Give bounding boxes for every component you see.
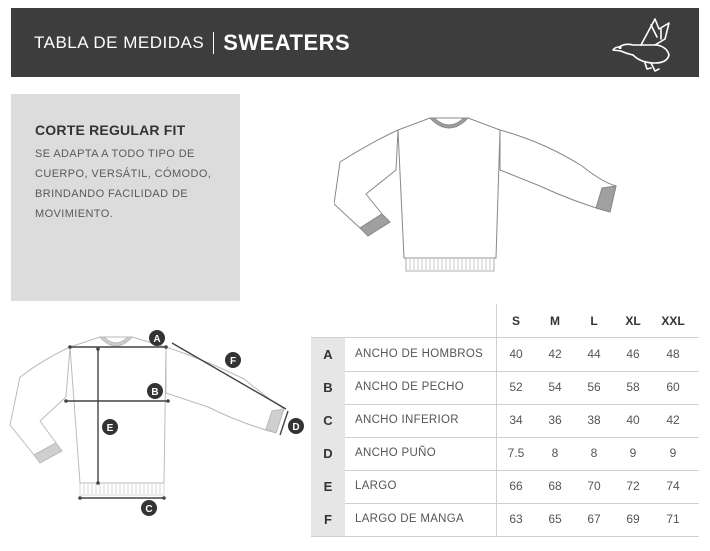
row-value: 34 bbox=[509, 413, 523, 427]
row-value: 7.5 bbox=[507, 446, 525, 460]
row-value: 38 bbox=[587, 413, 601, 427]
marker-c bbox=[141, 500, 157, 516]
header-title bbox=[34, 30, 350, 56]
marker-e bbox=[102, 419, 118, 435]
row-value: 68 bbox=[548, 479, 562, 493]
row-value: 74 bbox=[666, 479, 680, 493]
table-row bbox=[311, 404, 699, 438]
row-letter: E bbox=[311, 470, 345, 503]
fit-title: CORTE REGULAR FIT bbox=[35, 122, 186, 138]
row-value: 65 bbox=[548, 512, 562, 526]
row-letter: F bbox=[311, 503, 345, 536]
row-value: 40 bbox=[509, 347, 523, 361]
fit-description-line: BRINDANDO FACILIDAD DE bbox=[35, 188, 189, 200]
table-row bbox=[311, 437, 699, 471]
size-header-xl: XL bbox=[625, 314, 641, 328]
page-header bbox=[11, 8, 699, 77]
row-label: ANCHO INFERIOR bbox=[355, 414, 459, 426]
marker-e-label: E bbox=[106, 423, 114, 434]
row-letter: D bbox=[311, 437, 345, 470]
row-value: 60 bbox=[666, 380, 680, 394]
row-value: 42 bbox=[548, 347, 562, 361]
fit-panel bbox=[11, 94, 240, 301]
row-value: 72 bbox=[626, 479, 640, 493]
table-row bbox=[311, 503, 699, 537]
row-value: 40 bbox=[626, 413, 640, 427]
row-value: 71 bbox=[666, 512, 680, 526]
row-value: 9 bbox=[669, 446, 677, 460]
fit-description bbox=[35, 144, 235, 224]
row-value: 8 bbox=[590, 446, 598, 460]
marker-a bbox=[149, 330, 165, 346]
size-header-l: L bbox=[590, 314, 598, 328]
fit-description-line: SE ADAPTA A TODO TIPO DE bbox=[35, 148, 195, 160]
marker-b bbox=[147, 383, 163, 399]
header-separator bbox=[213, 32, 214, 54]
size-header-s: S bbox=[511, 314, 520, 328]
row-label: LARGO bbox=[355, 480, 397, 492]
row-value: 8 bbox=[551, 446, 559, 460]
row-label: LARGO DE MANGA bbox=[355, 513, 464, 525]
table-row bbox=[311, 371, 699, 405]
marker-b-label: B bbox=[151, 387, 159, 398]
row-value: 69 bbox=[626, 512, 640, 526]
marker-a-label: A bbox=[153, 334, 161, 345]
marker-f-label: F bbox=[229, 356, 237, 367]
fit-description-line: CUERPO, VERSÁTIL, CÓMODO, bbox=[35, 168, 212, 180]
marker-d-label: D bbox=[292, 422, 300, 433]
fit-description-line: MOVIMIENTO. bbox=[35, 208, 114, 220]
table-row bbox=[311, 470, 699, 504]
row-value: 63 bbox=[509, 512, 523, 526]
marker-f bbox=[225, 352, 241, 368]
row-value: 42 bbox=[666, 413, 680, 427]
marker-d bbox=[288, 418, 304, 434]
size-header-m: M bbox=[550, 314, 560, 328]
row-value: 48 bbox=[666, 347, 680, 361]
row-value: 58 bbox=[626, 380, 640, 394]
row-value: 46 bbox=[626, 347, 640, 361]
sweater-illustration bbox=[334, 108, 624, 278]
marker-c-label: C bbox=[145, 504, 153, 515]
size-header-xxl: XXL bbox=[661, 314, 685, 328]
header-prefix: TABLA DE MEDIDAS bbox=[34, 33, 205, 52]
row-value: 66 bbox=[509, 479, 523, 493]
row-value: 52 bbox=[509, 380, 523, 394]
row-value: 44 bbox=[587, 347, 601, 361]
row-label: ANCHO DE PECHO bbox=[355, 381, 464, 393]
measurement-diagram bbox=[4, 325, 309, 520]
row-label: ANCHO DE HOMBROS bbox=[355, 348, 484, 360]
row-label: ANCHO PUÑO bbox=[355, 447, 436, 459]
table-row bbox=[311, 337, 699, 372]
header-main-title: SWEATERS bbox=[223, 30, 351, 55]
duck-icon bbox=[611, 15, 677, 73]
row-letter: A bbox=[311, 338, 345, 371]
row-letter: B bbox=[311, 371, 345, 404]
row-value: 54 bbox=[548, 380, 562, 394]
row-value: 70 bbox=[587, 479, 601, 493]
row-value: 67 bbox=[587, 512, 601, 526]
row-value: 9 bbox=[629, 446, 637, 460]
row-letter: C bbox=[311, 404, 345, 437]
row-value: 56 bbox=[587, 380, 601, 394]
size-table bbox=[311, 304, 699, 537]
row-value: 36 bbox=[548, 413, 562, 427]
